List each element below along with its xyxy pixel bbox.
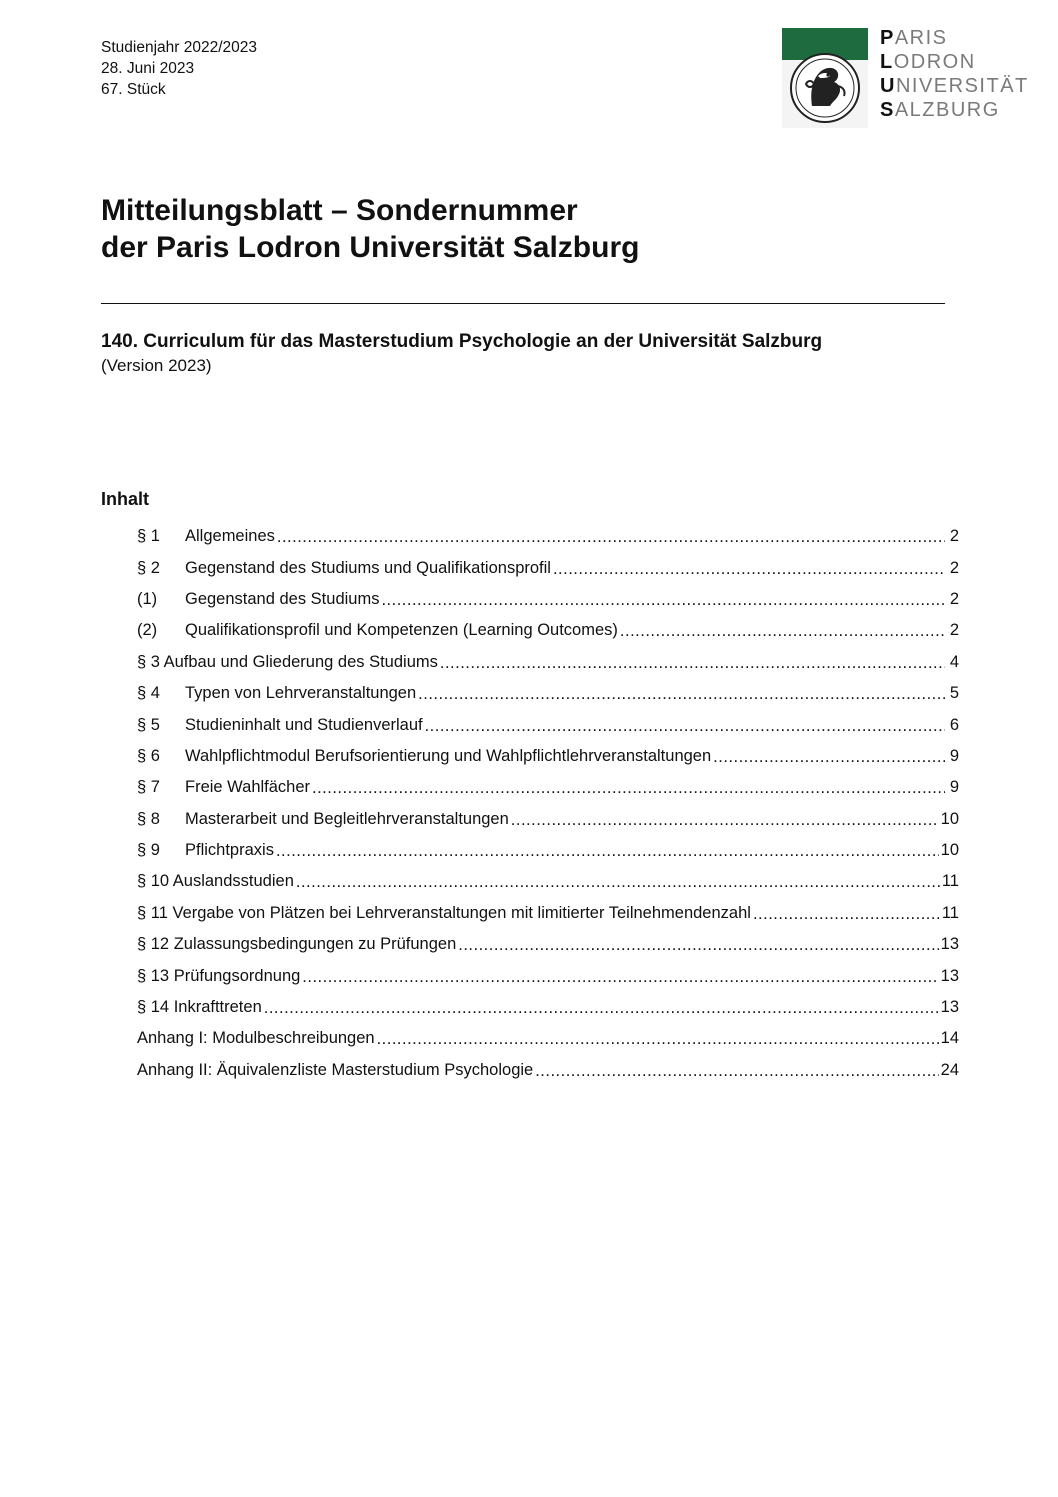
logo-initial: S [880,99,895,121]
logo-line [880,74,1029,98]
toc-entry-page: 10 [940,841,959,860]
toc-dot-leader [381,591,945,610]
toc-entry-page: 5 [949,684,959,703]
logo-rest: ODRON [893,51,976,73]
toc-dot-leader [753,905,940,924]
toc-entry[interactable] [137,1023,959,1054]
toc-entry-title: § 11 Vergabe von Plätzen bei Lehrveranstaltungen mit limitierter Teilnehmendenzahl [137,903,751,922]
toc-entry[interactable] [137,584,959,615]
toc-entry[interactable] [137,835,959,866]
toc-entry-number: (1) [137,589,158,608]
toc-entry-page: 13 [940,935,959,954]
toc-entry-page: 2 [949,558,959,577]
toc-entry-number: § 9 [137,841,160,860]
toc-entry[interactable] [137,772,959,803]
toc-dot-leader [277,528,945,547]
document-meta [101,37,257,100]
toc-entry-title: Anhang I: Modulbeschreibungen [137,1029,375,1048]
toc-entry-page: 9 [949,746,959,765]
toc-entry-title: Allgemeines [185,527,275,546]
toc-dot-leader [511,811,939,830]
toc-dot-leader [377,1030,939,1049]
toc-entry[interactable] [137,992,959,1023]
toc-dot-leader [553,560,945,579]
toc-entry[interactable] [137,647,959,678]
toc-dot-leader [440,654,945,673]
logo-rest: ALZBURG [894,99,1000,121]
toc-entry-title: § 12 Zulassungsbedingungen zu Prüfungen [137,935,457,954]
logo-rest: NIVERSITÄT [895,75,1029,97]
toc-entry[interactable] [137,741,959,772]
toc-entry-number: § 2 [137,558,160,577]
toc-entry[interactable] [137,866,959,897]
toc-entry-title: § 13 Prüfungsordnung [137,966,301,985]
toc-entry[interactable] [137,552,959,583]
toc-entry[interactable] [137,521,959,552]
toc-entry-page: 2 [949,589,959,608]
toc-entry-number: § 4 [137,684,160,703]
toc-entry-title: Pflichtpraxis [185,841,274,860]
toc-dot-leader [458,936,938,955]
toc-dot-leader [535,1062,938,1081]
toc-dot-leader [302,968,938,987]
toc-dot-leader [620,622,945,641]
toc-entry-page: 2 [949,621,959,640]
toc-entry-page: 14 [940,1029,959,1048]
toc-entry-page: 2 [949,527,959,546]
title-line-1: Mitteilungsblatt – Sondernummer [101,194,578,227]
toc-entry-page: 13 [940,998,959,1017]
curriculum-version: (Version 2023) [101,356,212,375]
toc-entry[interactable] [137,898,959,929]
toc-dot-leader [264,999,939,1018]
toc-dot-leader [276,842,939,861]
curriculum-title: 140. Curriculum für das Masterstudium Psychologie an der Universität Salzburg [101,331,823,352]
toc-entry-page: 11 [941,903,959,922]
toc-heading: Inhalt [101,489,149,509]
toc-dot-leader [312,779,945,798]
toc-entry[interactable] [137,678,959,709]
toc-entry-page: 6 [949,715,959,734]
toc-dot-leader [425,717,945,736]
toc-entry-title: Wahlpflichtmodul Berufsorientierung und Wahlpflichtlehrveranstaltungen [185,746,712,765]
toc-dot-leader [418,685,945,704]
toc-entry[interactable] [137,615,959,646]
toc-dot-leader [296,873,940,892]
study-year: Studienjahr 2022/2023 [101,39,257,56]
toc-entry-title: § 3 Aufbau und Gliederung des Studiums [137,652,438,671]
toc-entry-title: Anhang II: Äquivalenzliste Masterstudium Psychologie [137,1060,534,1079]
logo-rest: ARIS [894,27,948,49]
toc-entry[interactable] [137,709,959,740]
university-logo [782,28,1044,150]
toc-entry-title: Freie Wahlfächer [185,778,311,797]
table-of-contents [137,521,959,1086]
page-title [101,192,639,266]
toc-entry[interactable] [137,929,959,960]
toc-entry-page: 24 [940,1060,959,1079]
toc-entry[interactable] [137,804,959,835]
toc-entry-page: 11 [941,872,959,891]
toc-entry-title: Typen von Lehrveranstaltungen [185,684,417,703]
toc-entry-title: § 14 Inkrafttreten [137,998,262,1017]
logo-initial: L [880,51,894,73]
toc-dot-leader [713,748,945,767]
toc-entry-title: Qualifikationsprofil und Kompetenzen (Learning Outcomes) [185,621,618,640]
logo-line [880,50,1029,74]
toc-entry[interactable] [137,1055,959,1086]
toc-entry-title: Gegenstand des Studiums [185,589,380,608]
logo-line [880,26,1029,50]
toc-entry-page: 4 [949,652,959,671]
issue-date: 28. Juni 2023 [101,60,195,77]
logo-line [880,98,1029,122]
logo-initial: P [880,27,895,49]
title-line-2: der Paris Lodron Universität Salzburg [101,231,640,264]
toc-entry-page: 10 [940,809,959,828]
toc-entry-number: § 6 [137,746,160,765]
toc-entry[interactable] [137,960,959,991]
toc-entry-number: (2) [137,621,158,640]
logo-initial: U [880,75,896,97]
toc-entry-number: § 7 [137,778,160,797]
toc-entry-number: § 1 [137,527,160,546]
title-divider [101,303,945,304]
toc-entry-page: 13 [940,966,959,985]
issue-number: 67. Stück [101,81,166,98]
toc-entry-number: § 5 [137,715,160,734]
toc-entry-title: Gegenstand des Studiums und Qualifikationsprofil [185,558,551,577]
logo-wordmark [880,26,1029,122]
toc-entry-title: § 10 Auslandsstudien [137,872,294,891]
toc-entry-page: 9 [949,778,959,797]
toc-entry-title: Studieninhalt und Studienverlauf [185,715,423,734]
lion-seal-icon [782,28,868,128]
toc-entry-number: § 8 [137,809,160,828]
toc-entry-title: Masterarbeit und Begleitlehrveranstaltungen [185,809,509,828]
